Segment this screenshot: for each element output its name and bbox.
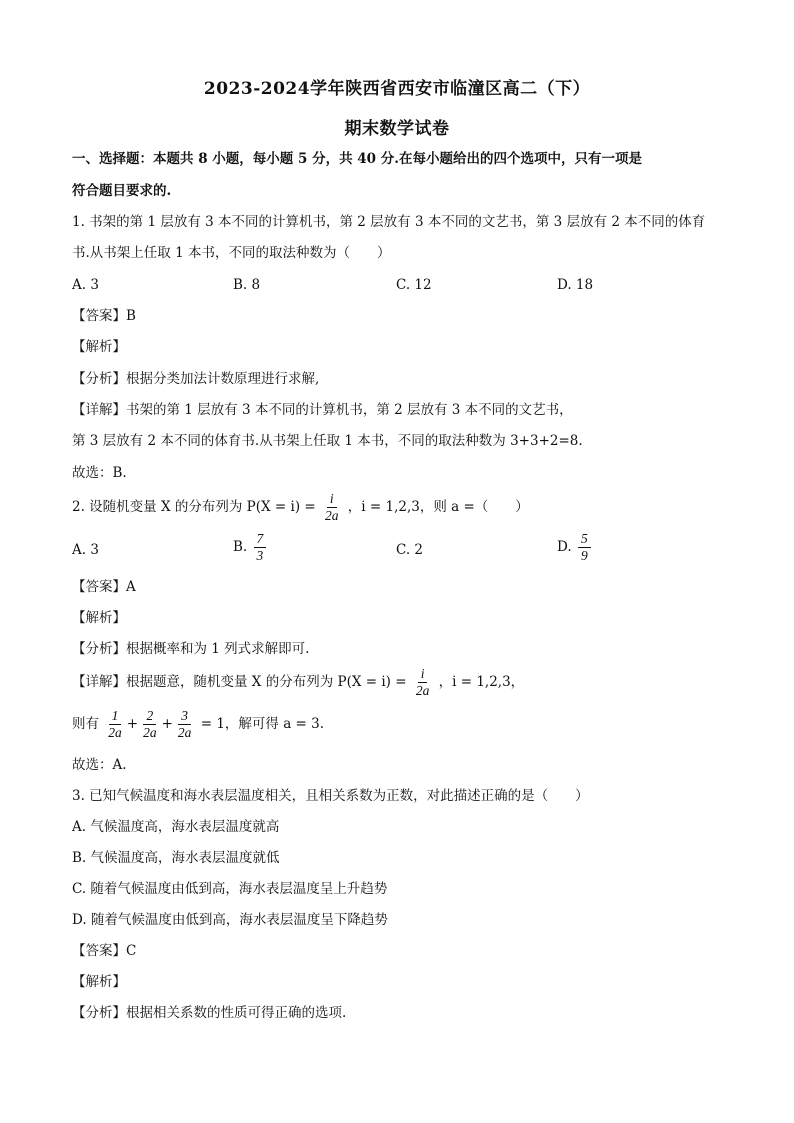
q1-answer: 【答案】B: [72, 308, 136, 324]
q2-stem-suffix: ，i = 1,2,3，则 a =（ ）: [347, 499, 529, 515]
q2-option-a: A. 3: [72, 542, 99, 558]
q2-conclusion: 故选：A.: [72, 757, 127, 773]
q2-analysis-label: 【解析】: [72, 610, 126, 626]
q3-stem: 3. 已知气候温度和海水表层温度相关，且相关系数为正数，对此描述正确的是（ ）: [72, 788, 589, 804]
q2-eq-num-3: 3: [178, 708, 191, 725]
q2-option-c: C. 2: [396, 542, 424, 558]
exam-subtitle: 期末数学试卷: [344, 119, 450, 139]
q3-option-b: B. 气候温度高，海水表层温度就低: [72, 850, 280, 866]
q1-detail: 【详解】书架的第 1 层放有 3 本不同的计算机书，第 2 层放有 3 本不同的文艺书，: [72, 402, 573, 418]
q2-option-d-num: 5: [578, 531, 591, 548]
q1-conclusion: 故选：B.: [72, 465, 127, 481]
q2-eq-frac-3: [175, 708, 195, 741]
q2-eq-den-2: 2a: [143, 725, 157, 740]
section-heading-cont: 符合题目要求的.: [72, 183, 172, 199]
q1-fenxi: 【分析】根据分类加法计数原理进行求解,: [72, 371, 320, 387]
q2-option-b-num: 7: [254, 531, 267, 548]
q2-eq-num-1: 1: [109, 708, 122, 725]
q1-analysis-label: 【解析】: [72, 339, 126, 355]
q3-fenxi: 【分析】根据相关系数的性质可得正确的选项.: [72, 1005, 347, 1021]
q2-eq-den-3: 2a: [177, 725, 192, 740]
q2-detail-suffix: ，i = 1,2,3，: [438, 674, 525, 690]
q2-detail-frac-num: i: [418, 666, 428, 683]
q2-eq-suffix: = 1，解可得 a = 3.: [200, 716, 325, 732]
q3-option-c: C. 随着气候温度由低到高，海水表层温度呈上升趋势: [72, 881, 388, 897]
q2-stem-prefix: 2. 设随机变量 X 的分布列为 P(X = i) =: [72, 499, 316, 515]
q2-frac-den: 2a: [325, 508, 339, 523]
q2-option-b-label: B.: [233, 539, 248, 555]
q1-option-c: C. 12: [396, 277, 432, 293]
q2-option-b-frac: [254, 531, 267, 564]
q2-detail-prefix: 【详解】根据题意，随机变量 X 的分布列为 P(X = i) =: [72, 674, 407, 690]
q2-option-d: [557, 530, 593, 564]
q3-analysis-label: 【解析】: [72, 974, 126, 990]
q2-eq-den-1: 2a: [108, 725, 122, 740]
q2-option-d-den: 9: [580, 548, 588, 563]
q1-detail-cont: 第 3 层放有 2 本不同的体育书.从书架上任取 1 本书，不同的取法种数为 3+3+2=8.: [72, 433, 583, 449]
q2-detail: [72, 665, 524, 699]
q2-eq-frac-2: [140, 708, 160, 741]
q2-stem: [72, 490, 529, 524]
q2-frac-num: i: [327, 491, 337, 508]
q1-option-a: A. 3: [72, 277, 99, 293]
q2-detail-frac-den: 2a: [415, 683, 430, 698]
q3-answer: 【答案】C: [72, 943, 137, 959]
q2-eq-plus-1: +: [126, 716, 139, 732]
q2-option-b: [233, 530, 268, 564]
q3-option-d: D. 随着气候温度由低到高，海水表层温度呈下降趋势: [72, 912, 388, 928]
q1-stem: 1. 书架的第 1 层放有 3 本不同的计算机书，第 2 层放有 3 本不同的文艺书，第 3 层放有 2 本不同的体育: [72, 214, 706, 230]
q2-eq-frac-1: [105, 708, 125, 741]
q2-fraction: [322, 491, 342, 524]
q1-stem-cont: 书.从书架上任取 1 本书，不同的取法种数为（ ）: [72, 245, 391, 261]
q1-option-d: D. 18: [557, 277, 594, 293]
q1-option-b: B. 8: [233, 277, 261, 293]
q2-detail-frac: [413, 666, 433, 699]
q2-fenxi: 【分析】根据概率和为 1 列式求解即可.: [72, 641, 310, 657]
q2-option-d-label: D.: [557, 539, 572, 555]
q3-option-a: A. 气候温度高，海水表层温度就高: [72, 819, 280, 835]
q2-option-b-den: 3: [256, 548, 264, 563]
q2-eq-plus-2: +: [161, 716, 173, 732]
exam-title: 2023-2024学年陕西省西安市临潼区高二（下）: [203, 79, 591, 99]
q2-answer: 【答案】A: [72, 579, 136, 595]
section-heading: 一、选择题：本题共 8 小题，每小题 5 分，共 40 分.在每小题给出的四个选项中，只有一项是: [72, 151, 642, 167]
q2-eq-prefix: 则有: [72, 716, 99, 732]
q2-eq-num-2: 2: [143, 708, 156, 725]
q2-option-d-frac: [578, 531, 591, 564]
q2-equation: [72, 707, 324, 741]
